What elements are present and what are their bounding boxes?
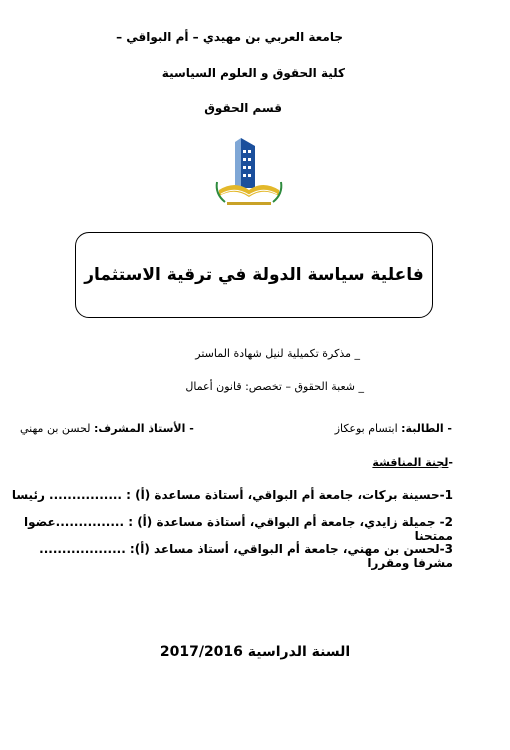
committee-member-2: 2- جميلة زايدي، جامعة أم البواقي، أستاذة مساعدة (أ) : ...............عضوا ممتحنا xyxy=(24,515,453,543)
committee-prefix: - xyxy=(448,456,453,469)
committee-member-3: 3-لحسن بن مهني، جامعة أم البواقي، أستاذ مساعد (أ): ................... مشرفا ومقررا xyxy=(39,542,453,570)
department-name: قسم الحقوق xyxy=(204,101,282,115)
memo-description: _ مذكرة تكميلية لنيل شهادة الماستر xyxy=(195,347,360,360)
branch-specialty: _ شعبة الحقوق – تخصص: قانون أعمال xyxy=(185,380,364,393)
committee-heading xyxy=(372,456,453,469)
thesis-title: فاعلية سياسة الدولة في ترقية الاستثمار xyxy=(84,265,424,285)
supervisor-line xyxy=(20,422,194,435)
student-line xyxy=(335,422,452,435)
thesis-title-box xyxy=(75,232,433,318)
university-logo xyxy=(213,132,285,210)
committee-label: لجنة المناقشة xyxy=(372,456,449,469)
student-label: - الطالبة: xyxy=(401,422,452,435)
supervisor-label: - الأستاذ المشرف: xyxy=(94,422,194,435)
student-name: ابتسام بوعكاز xyxy=(334,422,398,435)
academic-year: السنة الدراسية 2017/2016 xyxy=(159,644,351,660)
supervisor-name: لحسن بن مهني xyxy=(20,422,91,435)
university-name: جامعة العربي بن مهيدي – أم البواقي – xyxy=(116,30,343,44)
faculty-name: كلية الحقوق و العلوم السياسية xyxy=(161,66,345,80)
committee-member-1: 1-حسينة بركات، جامعة أم البواقي، أستاذة مساعدة (أ) : ................ رئيسا xyxy=(11,488,453,502)
